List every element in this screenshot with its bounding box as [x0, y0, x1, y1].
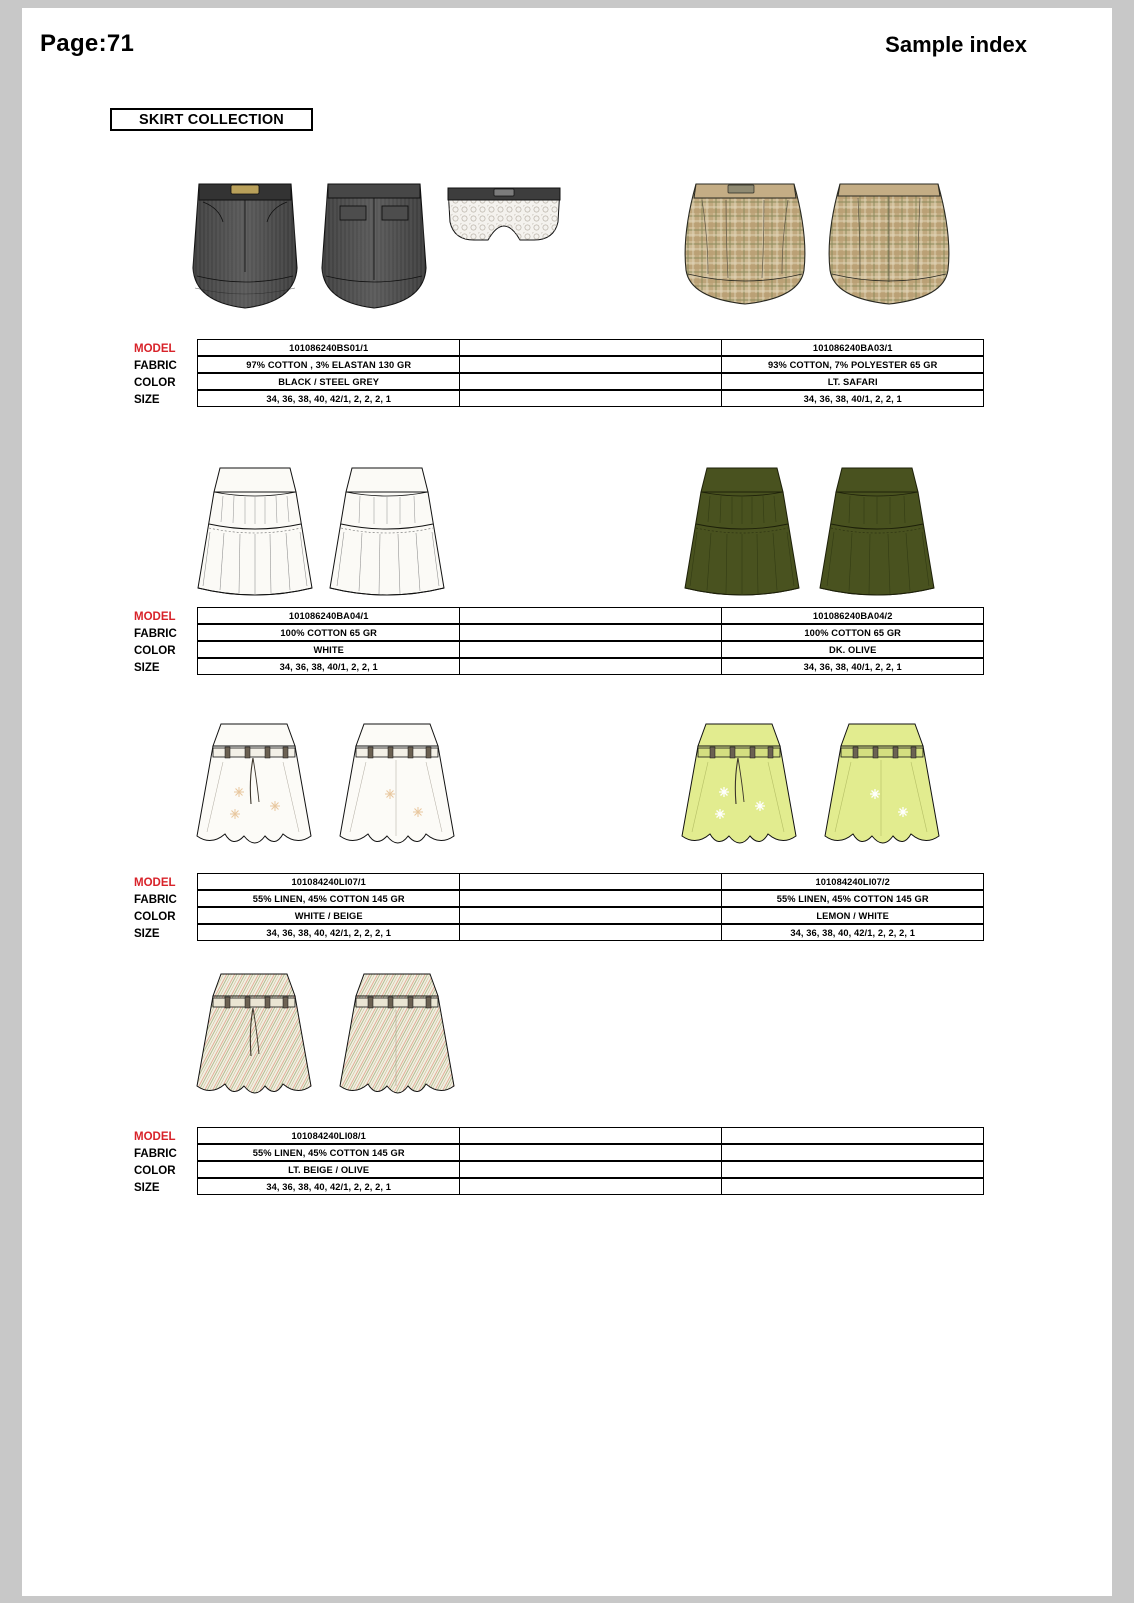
- sample-index-title: Sample index: [885, 32, 1027, 57]
- cell-color-2: [459, 373, 722, 390]
- cell-model-3: 101086240BA03/1: [721, 339, 984, 356]
- cell-fabric-2: [459, 624, 722, 641]
- cell-fabric-1: 55% LINEN, 45% COTTON 145 GR: [197, 1144, 460, 1161]
- cell-size-2: [459, 924, 722, 941]
- cell-fabric-3: 55% LINEN, 45% COTTON 145 GR: [721, 890, 984, 907]
- cell-size-2: [459, 1178, 722, 1195]
- cell-size-1: 34, 36, 38, 40, 42/1, 2, 2, 2, 1: [197, 1178, 460, 1195]
- cell-color-2: [459, 641, 722, 658]
- skirt-lemon-front: [672, 718, 807, 863]
- row-label-size: SIZE: [132, 659, 198, 676]
- skirt-linen-white-front: [187, 718, 322, 863]
- cell-size-3: 34, 36, 38, 40, 42/1, 2, 2, 2, 1: [721, 924, 984, 941]
- cell-color-2: [459, 907, 722, 924]
- row-label-fabric: FABRIC: [132, 1145, 198, 1162]
- cell-color-3: LEMON / WHITE: [721, 907, 984, 924]
- row-label-model: MODEL: [132, 874, 198, 891]
- figure-row-3: [22, 708, 1112, 868]
- row-label-model: MODEL: [132, 608, 198, 625]
- cell-fabric-2: [459, 890, 722, 907]
- spec-table-4: [132, 1128, 984, 1196]
- cell-model-1: 101084240LI07/1: [197, 873, 460, 890]
- row-label-fabric: FABRIC: [132, 357, 198, 374]
- spec-table-3: [132, 874, 984, 942]
- page-number: Page:71: [40, 30, 135, 57]
- cell-model-1: 101084240LI08/1: [197, 1127, 460, 1144]
- skirt-denim-front: [185, 176, 305, 321]
- cell-color-3: LT. SAFARI: [721, 373, 984, 390]
- page-header: [22, 30, 1112, 66]
- cell-size-1: 34, 36, 38, 40, 42/1, 2, 2, 2, 1: [197, 390, 460, 407]
- row-label-size: SIZE: [132, 391, 198, 408]
- cell-fabric-1: 100% COTTON 65 GR: [197, 624, 460, 641]
- cell-model-2: [459, 339, 722, 356]
- cell-color-1: BLACK / STEEL GREY: [197, 373, 460, 390]
- cell-model-3: [721, 1127, 984, 1144]
- skirt-stripe-back: [330, 968, 465, 1113]
- cell-color-1: WHITE: [197, 641, 460, 658]
- cell-model-3: 101084240LI07/2: [721, 873, 984, 890]
- cell-size-3: [721, 1178, 984, 1195]
- row-label-fabric: FABRIC: [132, 625, 198, 642]
- skirt-white-front: [190, 462, 320, 602]
- cell-fabric-2: [459, 1144, 722, 1161]
- document-page: [22, 8, 1112, 1596]
- cell-color-2: [459, 1161, 722, 1178]
- row-label-color: COLOR: [132, 1162, 198, 1179]
- skirt-linen-white-back: [330, 718, 465, 863]
- row-label-model: MODEL: [132, 340, 198, 357]
- cell-fabric-1: 97% COTTON , 3% ELASTAN 130 GR: [197, 356, 460, 373]
- cell-color-3: [721, 1161, 984, 1178]
- skirt-lemon-back: [815, 718, 950, 863]
- cell-fabric-2: [459, 356, 722, 373]
- skirt-olive-front: [677, 462, 807, 602]
- row-label-color: COLOR: [132, 642, 198, 659]
- cell-fabric-3: 93% COTTON, 7% POLYESTER 65 GR: [721, 356, 984, 373]
- figure-row-1: [22, 156, 1112, 326]
- row-label-size: SIZE: [132, 925, 198, 942]
- row-label-fabric: FABRIC: [132, 891, 198, 908]
- cell-model-1: 101086240BS01/1: [197, 339, 460, 356]
- skirt-plaid-front: [678, 178, 813, 318]
- skirt-plaid-back: [822, 178, 957, 318]
- cell-fabric-3: [721, 1144, 984, 1161]
- cell-color-1: WHITE / BEIGE: [197, 907, 460, 924]
- cell-model-2: [459, 1127, 722, 1144]
- cell-fabric-1: 55% LINEN, 45% COTTON 145 GR: [197, 890, 460, 907]
- skirt-stripe-front: [187, 968, 322, 1113]
- cell-size-1: 34, 36, 38, 40/1, 2, 2, 1: [197, 658, 460, 675]
- cell-model-2: [459, 607, 722, 624]
- skirt-olive-back: [812, 462, 942, 602]
- cell-model-3: 101086240BA04/2: [721, 607, 984, 624]
- cell-size-2: [459, 390, 722, 407]
- cell-model-2: [459, 873, 722, 890]
- cell-size-1: 34, 36, 38, 40, 42/1, 2, 2, 2, 1: [197, 924, 460, 941]
- collection-title: SKIRT COLLECTION: [110, 108, 313, 131]
- cell-color-1: LT. BEIGE / OLIVE: [197, 1161, 460, 1178]
- cell-size-3: 34, 36, 38, 40/1, 2, 2, 1: [721, 658, 984, 675]
- cell-size-3: 34, 36, 38, 40/1, 2, 2, 1: [721, 390, 984, 407]
- cell-model-1: 101086240BA04/1: [197, 607, 460, 624]
- spec-table-1: [132, 340, 984, 408]
- row-label-size: SIZE: [132, 1179, 198, 1196]
- figure-row-2: [22, 448, 1112, 608]
- skirt-denim-back: [314, 176, 434, 321]
- row-label-color: COLOR: [132, 908, 198, 925]
- figure-row-4: [22, 958, 1112, 1118]
- spec-table-2: [132, 608, 984, 676]
- skirt-denim-lining: [442, 178, 567, 258]
- skirt-white-back: [322, 462, 452, 602]
- cell-size-2: [459, 658, 722, 675]
- cell-color-3: DK. OLIVE: [721, 641, 984, 658]
- row-label-color: COLOR: [132, 374, 198, 391]
- cell-fabric-3: 100% COTTON 65 GR: [721, 624, 984, 641]
- row-label-model: MODEL: [132, 1128, 198, 1145]
